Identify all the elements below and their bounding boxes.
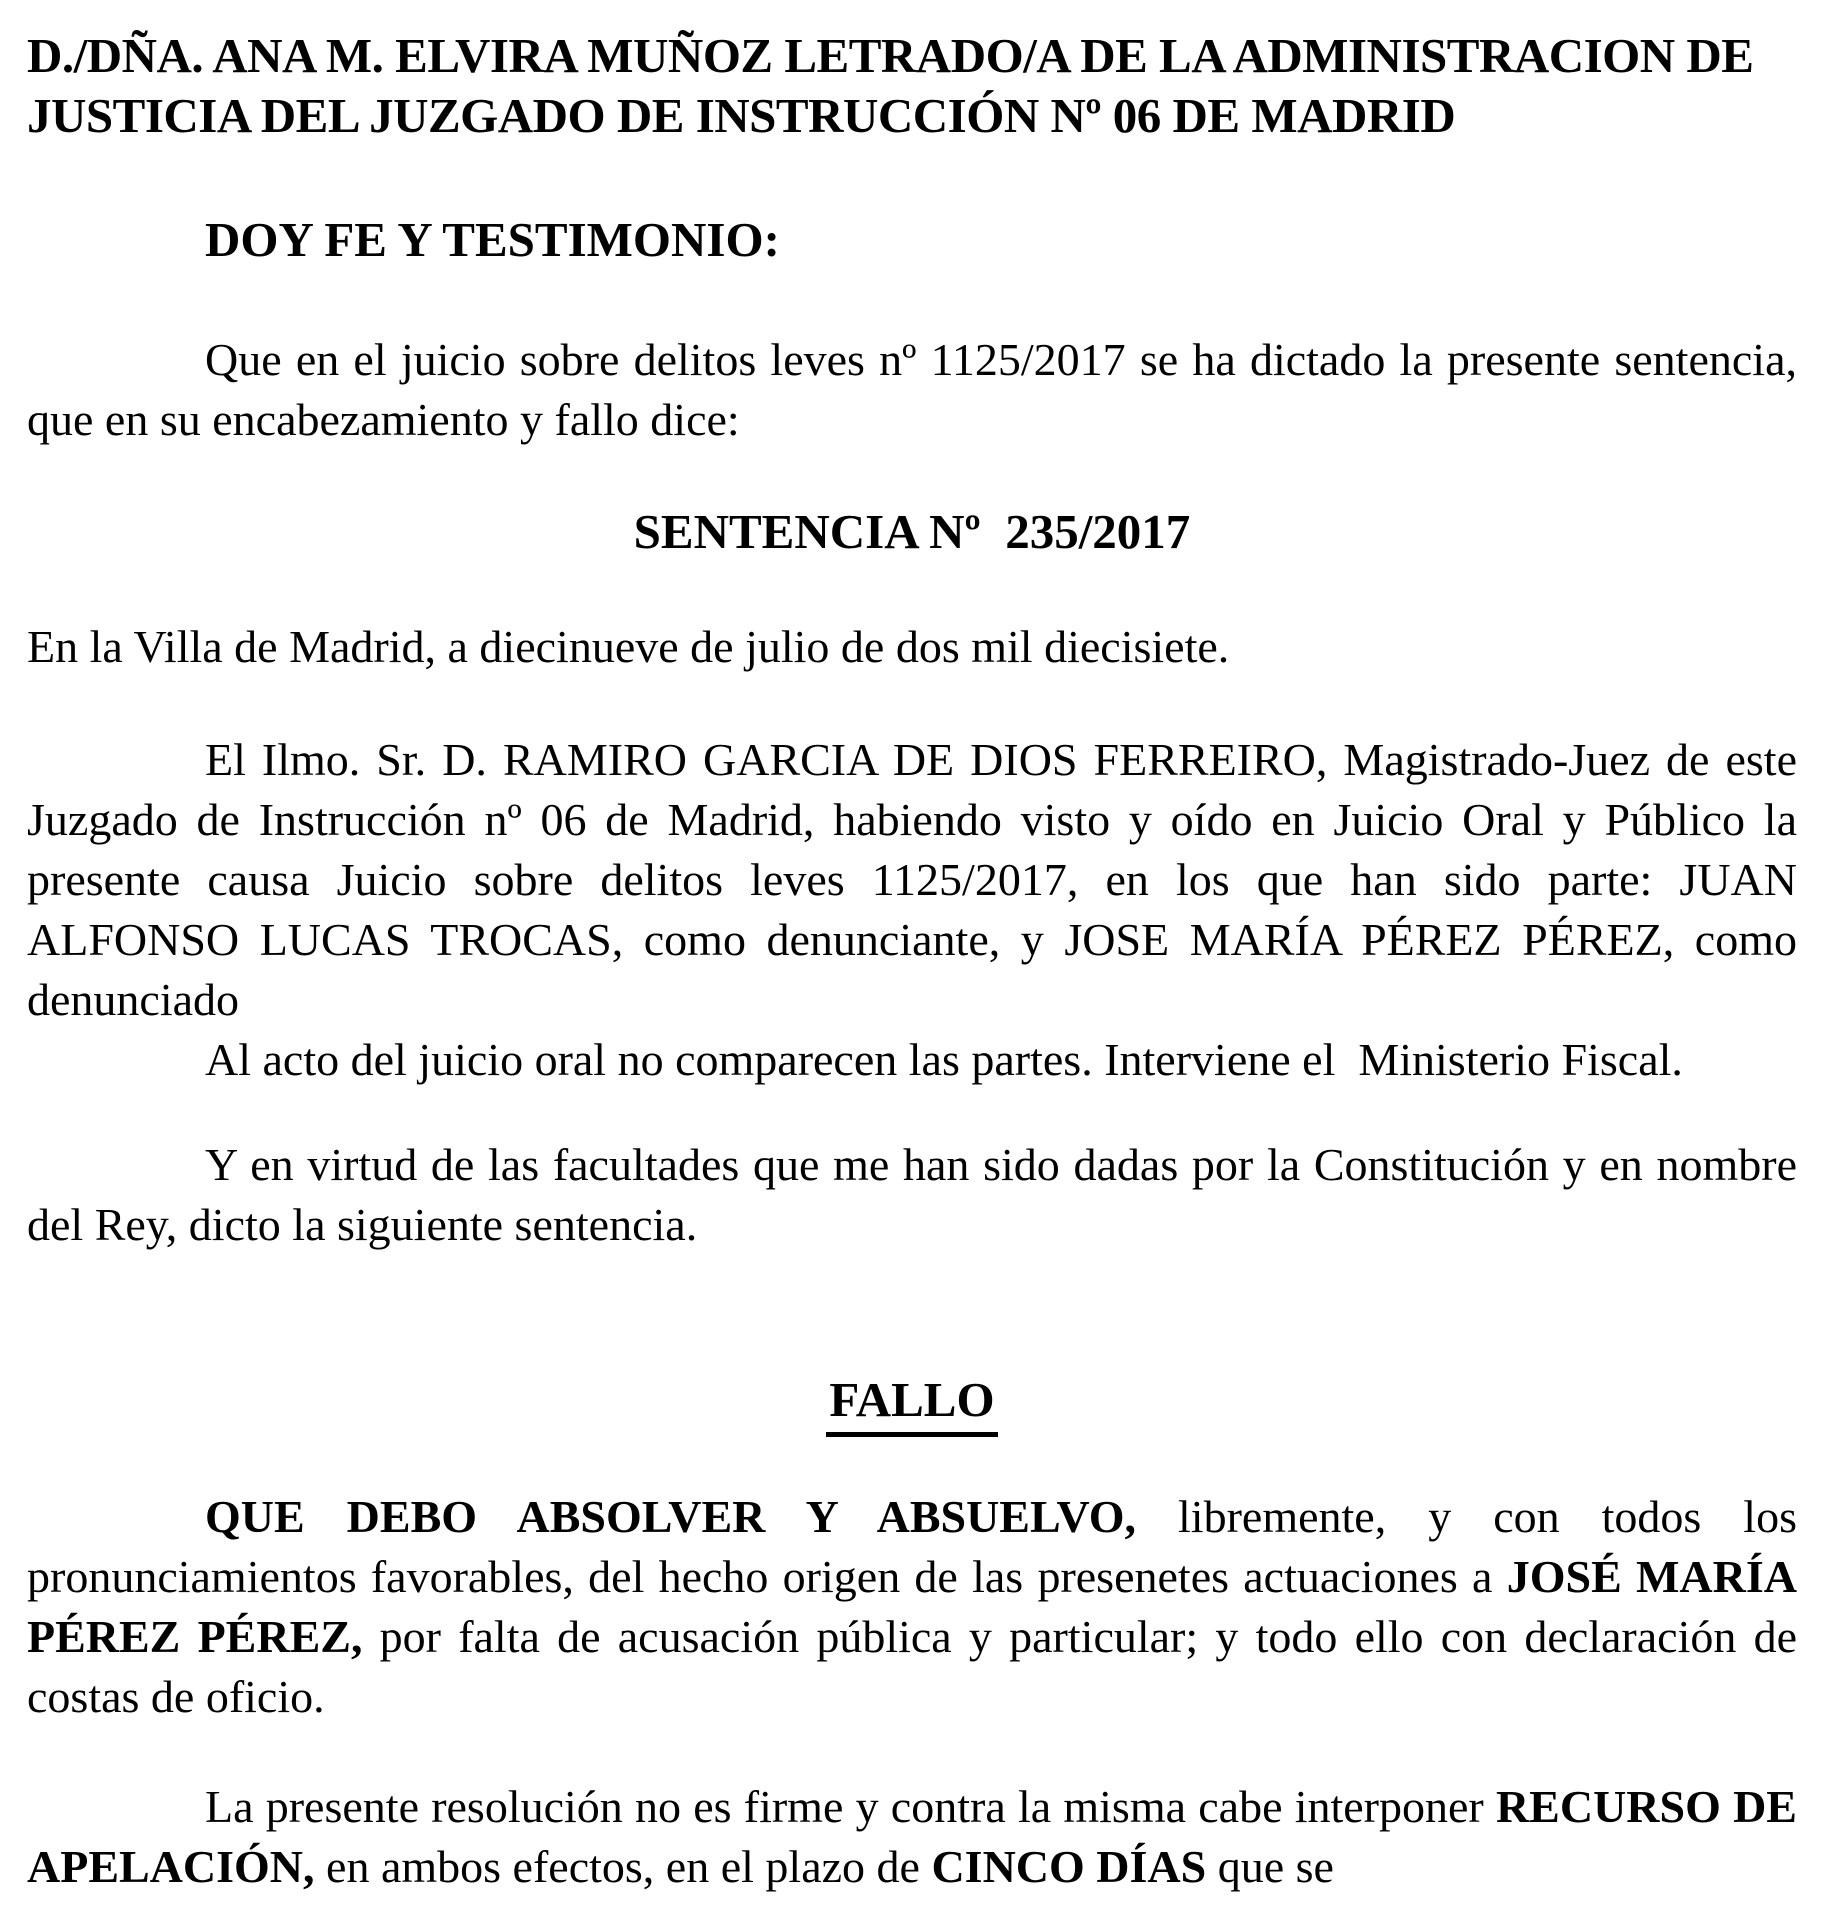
doy-fe-testimonio-heading: DOY FE Y TESTIMONIO: bbox=[205, 212, 780, 267]
appeal-text-2: en ambos efectos, en el plazo de bbox=[314, 1841, 932, 1892]
fallo-verdict-bold: QUE DEBO ABSOLVER Y ABSUELVO, bbox=[205, 1491, 1137, 1542]
fallo-heading-text: FALLO bbox=[826, 1370, 997, 1437]
appeal-text-1: La presente resolución no es firme y contra la misma cabe interponer bbox=[205, 1781, 1496, 1832]
clerk-header-title: D./DÑA. ANA M. ELVIRA MUÑOZ LETRADO/A DE LA ADMINISTRACION DE JUSTICIA DEL JUZGADO DE INSTRUCCIÓN Nº 06 DE MADRID bbox=[27, 28, 1754, 143]
appeal-text-3: que se bbox=[1206, 1841, 1334, 1892]
authority-paragraph: Y en virtud de las facultades que me han sido dadas por la Constitución y en nombre del Rey, dicto la siguiente sentencia. bbox=[27, 1139, 1797, 1250]
fallo-heading bbox=[27, 1370, 1797, 1437]
intro-paragraph: Que en el juicio sobre delitos leves nº 1125/2017 se ha dictado la presente sentencia, que en su encabezamiento y fallo dice: bbox=[27, 334, 1797, 445]
fallo-text-1: libremente, y con todos los pronunciamientos favorables, del hecho origen de las presenetes actuaciones a bbox=[27, 1491, 1797, 1602]
appeal-plazo-bold: CINCO DÍAS bbox=[931, 1841, 1207, 1892]
appeal-paragraph bbox=[27, 1777, 1797, 1897]
appeal-recurso-bold: RECURSO DE APELACIÓN, bbox=[27, 1781, 1797, 1892]
fallo-paragraph bbox=[27, 1487, 1797, 1727]
judge-paragraph: El Ilmo. Sr. D. RAMIRO GARCIA DE DIOS FERREIRO, Magistrado-Juez de este Juzgado de Instrucción nº 06 de Madrid, habiendo visto y oído en Juicio Oral y Público la presente causa Juicio sobre delitos leves 1125/2017, en los que han sido parte: JUAN ALFONSO LUCAS TROCAS, como denunciante, y JOSE MARÍA PÉREZ PÉREZ, como denunciado bbox=[27, 734, 1797, 1025]
fallo-text-2: por falta de acusación pública y particular; y todo ello con declaración de costas de oficio. bbox=[27, 1611, 1797, 1722]
fallo-defendant-name-bold: JOSÉ MARÍA PÉREZ PÉREZ, bbox=[27, 1551, 1797, 1662]
hearing-note-paragraph: Al acto del juicio oral no comparecen las partes. Interviene el Ministerio Fiscal. bbox=[205, 1034, 1683, 1085]
sentencia-number-heading: SENTENCIA Nº 235/2017 bbox=[633, 504, 1191, 559]
place-date-line: En la Villa de Madrid, a diecinueve de julio de dos mil diecisiete. bbox=[27, 621, 1230, 672]
